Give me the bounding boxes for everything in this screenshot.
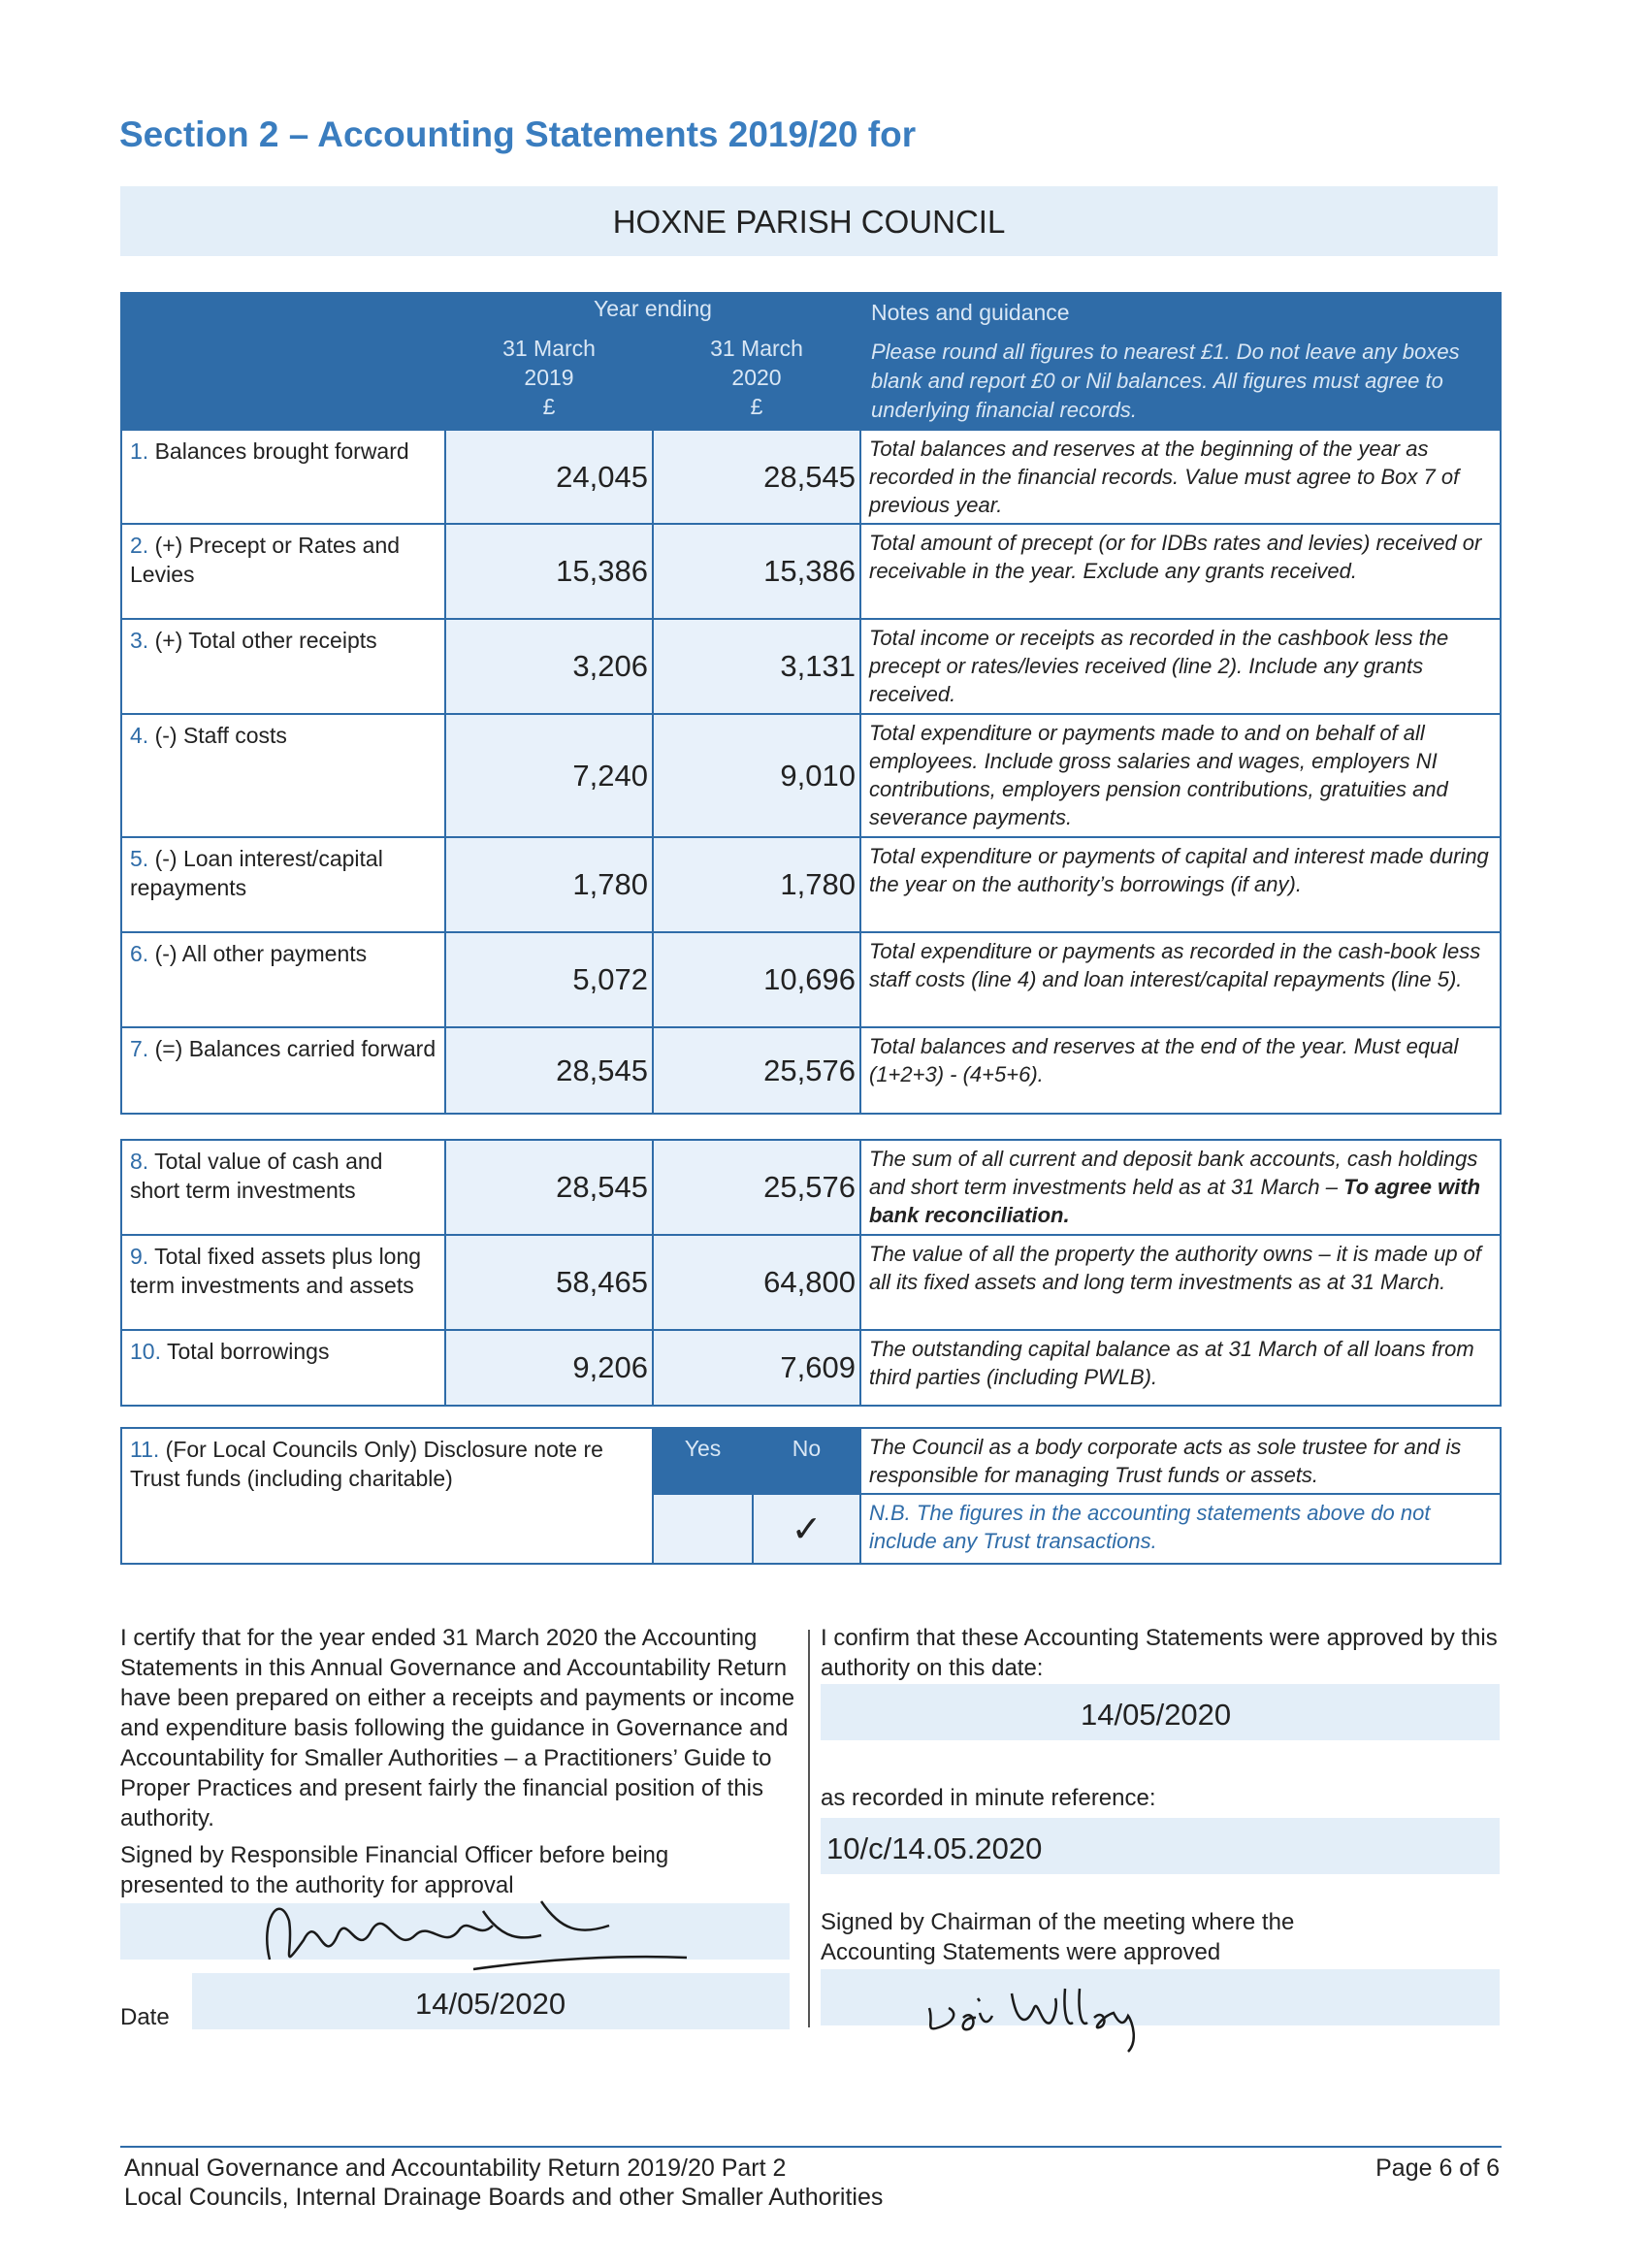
table-row: 10. Total borrowings 9,206 7,609 The outstanding capital balance as at 31 March of all loans from third parties (including PWLB). — [121, 1330, 1501, 1406]
minute-reference-label: as recorded in minute reference: — [821, 1785, 1156, 1811]
chairman-signed-by-text: Signed by Chairman of the meeting where the Accounting Statements were approved — [821, 1909, 1295, 1965]
guidance-text: Please round all figures to nearest £1. Do not leave any boxes blank and report £0 or Nil balances. All figures must agree to underlying financial records. — [860, 333, 1501, 430]
rfo-certification-text: I certify that for the year ended 31 March 2020 the Accounting Statements in this Annual Governance and Accountability Return have been prepared on either a receipts and payments or income and expenditure basis following the guidance in Governance and Accountability for Smaller Authorities – a Practitioners’ Guide to Proper Practices and present fairly the financial position of this authority. — [120, 1625, 795, 1831]
table-row: 9. Total fixed assets plus long term investments and assets 58,465 64,800 The value of all the property the authority owns – it is made up of all its fixed assets and long term investments as at 31 March. — [121, 1235, 1501, 1330]
value-2020: 25,576 — [653, 1027, 860, 1114]
value-2019: 28,545 — [445, 1027, 653, 1114]
approval-date-field[interactable] — [821, 1684, 1500, 1740]
certification-divider — [808, 1630, 810, 2027]
value-2019: 1,780 — [445, 837, 653, 932]
row-label: (-) Loan interest/capital repayments — [130, 846, 383, 900]
value-2020: 25,576 — [653, 1140, 860, 1235]
yes-header: Yes — [653, 1428, 753, 1494]
footer-divider — [120, 2146, 1502, 2148]
trust-funds-table — [120, 1427, 1502, 1565]
page-number: Page 6 of 6 — [1375, 2155, 1500, 2182]
year-ending-header: Year ending — [445, 293, 860, 333]
value-2019: 7,240 — [445, 714, 653, 837]
trust-note: The Council as a body corporate acts as sole trustee for and is responsible for managing Trust funds or assets. — [860, 1428, 1501, 1494]
row-note: Total expenditure or payments of capital and interest made during the year on the authority’s borrowings (if any). — [860, 837, 1501, 932]
col-2019-header: 31 March 2019 £ — [445, 333, 653, 430]
yes-checkbox[interactable] — [653, 1494, 753, 1564]
row-note: The outstanding capital balance as at 31 March of all loans from third parties (including PWLB). — [860, 1330, 1501, 1406]
table-row: 2. (+) Precept or Rates and Levies 15,386 15,386 Total amount of precept (or for IDBs rates and levies) received or receivable in the year. Exclude any grants received. — [121, 524, 1501, 619]
value-2020: 9,010 — [653, 714, 860, 837]
row-label: Total fixed assets plus long term investments and assets — [130, 1244, 422, 1298]
value-2019: 58,465 — [445, 1235, 653, 1330]
value-2019: 15,386 — [445, 524, 653, 619]
value-2019: 3,206 — [445, 619, 653, 714]
section-title: Section 2 – Accounting Statements 2019/20 for — [119, 114, 917, 154]
header-blank — [121, 293, 445, 430]
table-row: 6. (-) All other payments 5,072 10,696 Total expenditure or payments as recorded in the cash-book less staff costs (line 4) and loan interest/capital repayments (line 5). — [121, 932, 1501, 1027]
row-note: Total expenditure or payments made to and on behalf of all employees. Include gross salaries and wages, employers NI contributions, employers pension contributions, gratuities and severance payments. — [860, 714, 1501, 837]
row-label: (-) All other payments — [154, 941, 368, 966]
value-2019: 5,072 — [445, 932, 653, 1027]
row-note: The sum of all current and deposit bank accounts, cash holdings and short term investments held as at 31 March – To agree with bank reconciliation. — [860, 1140, 1501, 1235]
trust-nb-note: N.B. The figures in the accounting statements above do not include any Trust transactions. — [860, 1494, 1501, 1564]
row-note: Total amount of precept (or for IDBs rates and levies) received or receivable in the year. Exclude any grants received. — [860, 524, 1501, 619]
notes-header: Notes and guidance — [860, 293, 1501, 333]
approval-date-value: 14/05/2020 — [1081, 1698, 1232, 1732]
approval-confirm-text: I confirm that these Accounting Statements were approved by this authority on this date: — [821, 1625, 1498, 1681]
accounting-statements-table — [120, 292, 1502, 1115]
row-label: (-) Staff costs — [154, 723, 287, 748]
value-2020: 64,800 — [653, 1235, 860, 1330]
council-name: HOXNE PARISH COUNCIL — [612, 204, 1006, 240]
row-note-bold: To agree with bank reconciliation. — [869, 1175, 1481, 1227]
value-2019: 9,206 — [445, 1330, 653, 1406]
date-label: Date — [120, 2004, 170, 2030]
value-2020: 28,545 — [653, 430, 860, 524]
table-row: 8. Total value of cash and short term investments 28,545 25,576 The sum of all current and deposit bank accounts, cash holdings and short term investments held as at 31 March – To agree with bank reconciliation. — [121, 1140, 1501, 1235]
row-label: Total borrowings — [166, 1339, 330, 1364]
table-row: 3. (+) Total other receipts 3,206 3,131 Total income or receipts as recorded in the cashbook less the precept or rates/levies received (line 2). Include any grants received. — [121, 619, 1501, 714]
table-row: 7. (=) Balances carried forward 28,545 25,576 Total balances and reserves at the end of the year. Must equal (1+2+3) - (4+5+6). — [121, 1027, 1501, 1114]
value-2019: 28,545 — [445, 1140, 653, 1235]
minute-reference-value: 10/c/14.05.2020 — [826, 1831, 1043, 1865]
row-label: Total value of cash and short term investments — [130, 1149, 383, 1203]
row-note: Total expenditure or payments as recorded in the cash-book less staff costs (line 4) and loan interest/capital repayments (line 5). — [860, 932, 1501, 1027]
row-label: (+) Total other receipts — [154, 628, 377, 653]
assets-table — [120, 1139, 1502, 1407]
row-note: Total income or receipts as recorded in the cashbook less the precept or rates/levies received (line 2). Include any grants received. — [860, 619, 1501, 714]
table-row: 1. Balances brought forward 24,045 28,545 Total balances and reserves at the beginning of the year as recorded in the financial records. Value must agree to Box 7 of previous year. — [121, 430, 1501, 524]
value-2020: 3,131 — [653, 619, 860, 714]
value-2019: 24,045 — [445, 430, 653, 524]
table-row: 5. (-) Loan interest/capital repayments 1,780 1,780 Total expenditure or payments of capital and interest made during the year on the authority’s borrowings (if any). — [121, 837, 1501, 932]
row-note: Total balances and reserves at the beginning of the year as recorded in the financial records. Value must agree to Box 7 of previous year. — [860, 430, 1501, 524]
value-2020: 15,386 — [653, 524, 860, 619]
table-row: 4. (-) Staff costs 7,240 9,010 Total expenditure or payments made to and on behalf of all employees. Include gross salaries and wages, employers NI contributions, employers pension contributions, gratuities and severance payments. — [121, 714, 1501, 837]
row-label: (+) Precept or Rates and Levies — [130, 533, 401, 587]
footer-title: Annual Governance and Accountability Return 2019/20 Part 2 Local Councils, Internal Drainage Boards and other Smaller Authorities — [124, 2155, 884, 2211]
row-note: The value of all the property the authority owns – it is made up of all its fixed assets and long term investments as at 31 March. — [860, 1235, 1501, 1330]
value-2020: 10,696 — [653, 932, 860, 1027]
rfo-signed-by-text: Signed by Responsible Financial Officer before being presented to the authority for approval — [120, 1842, 669, 1898]
value-2020: 7,609 — [653, 1330, 860, 1406]
row-label: Balances brought forward — [154, 438, 409, 464]
chairman-signature — [920, 1969, 1211, 2057]
authority-name-band — [120, 186, 1498, 256]
trust-label-cell: 11. (For Local Councils Only) Disclosure note re Trust funds (including charitable) — [121, 1428, 653, 1564]
row-note: Total balances and reserves at the end of the year. Must equal (1+2+3) - (4+5+6). — [860, 1027, 1501, 1114]
no-checkbox[interactable]: ✓ — [753, 1494, 860, 1564]
trust-label: (For Local Councils Only) Disclosure note re Trust funds (including charitable) — [130, 1437, 603, 1491]
rfo-date-value: 14/05/2020 — [415, 1987, 566, 2021]
minute-reference-field[interactable] — [821, 1818, 1500, 1874]
value-2020: 1,780 — [653, 837, 860, 932]
no-header: No — [753, 1428, 860, 1494]
rfo-date-field[interactable] — [192, 1973, 790, 2029]
col-2020-header: 31 March 2020 £ — [653, 333, 860, 430]
row-label: (=) Balances carried forward — [154, 1036, 436, 1061]
